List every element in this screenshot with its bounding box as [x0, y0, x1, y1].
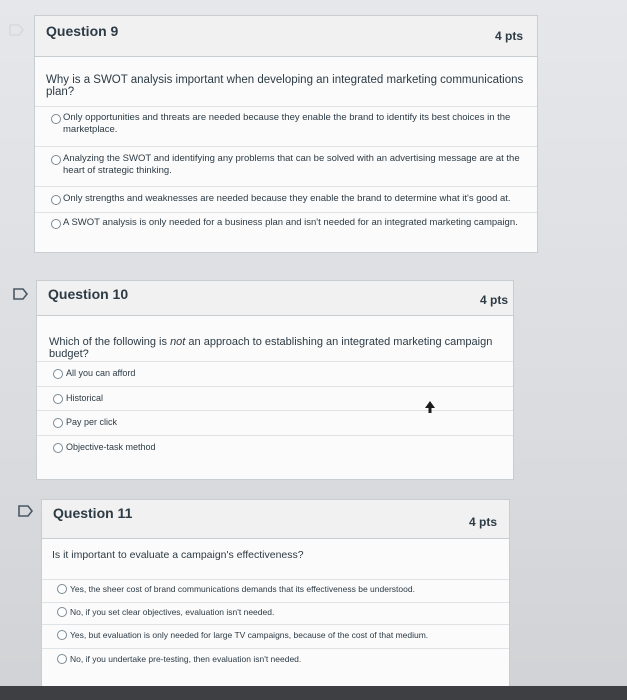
- answer-option[interactable]: [35, 146, 537, 187]
- flag-question-icon[interactable]: [12, 287, 30, 301]
- mouse-pointer-icon: [424, 400, 436, 419]
- radio-button[interactable]: [57, 654, 67, 664]
- question-title: Question 9: [46, 23, 119, 39]
- prompt-emphasis: not: [170, 336, 186, 348]
- radio-button[interactable]: [51, 155, 61, 165]
- answer-text-line2: marketplace.: [63, 124, 118, 135]
- question-title: Question 10: [48, 286, 129, 302]
- question-10-header: [37, 281, 513, 316]
- answer-option[interactable]: [42, 648, 509, 679]
- question-9-header: [35, 16, 537, 57]
- question-11-header: [42, 500, 509, 539]
- question-prompt: Why is a SWOT analysis important when developing an integrated marketing communications plan?: [46, 74, 524, 98]
- answer-option[interactable]: [37, 410, 513, 436]
- answer-text-line2: heart of strategic thinking.: [63, 165, 172, 176]
- radio-button[interactable]: [53, 443, 63, 453]
- radio-button[interactable]: [53, 369, 63, 379]
- radio-button[interactable]: [53, 418, 63, 428]
- answer-text: No, if you undertake pre-testing, then evaluation isn't needed.: [70, 654, 302, 664]
- answer-text: Yes, but evaluation is only needed for large TV campaigns, because of the cost of that medium.: [70, 630, 429, 640]
- answer-option[interactable]: [35, 186, 537, 213]
- answer-text: Only strengths and weaknesses are needed because they enable the brand to determine what it's good at.: [63, 193, 511, 204]
- answer-text-line1: Only opportunities and threats are needed because they enable the brand to identify its best choices in the: [63, 112, 511, 123]
- answer-option[interactable]: [42, 624, 509, 649]
- screen-bezel: [0, 686, 627, 700]
- answer-option[interactable]: [35, 106, 537, 147]
- answer-option[interactable]: [42, 579, 509, 603]
- radio-button[interactable]: [53, 394, 63, 404]
- radio-button[interactable]: [57, 584, 67, 594]
- answer-option[interactable]: [42, 602, 509, 625]
- radio-button[interactable]: [51, 195, 61, 205]
- question-9-card: [34, 15, 538, 253]
- question-title: Question 11: [53, 505, 133, 521]
- answer-text: All you can afford: [66, 368, 136, 378]
- radio-button[interactable]: [57, 630, 67, 640]
- answer-text: Yes, the sheer cost of brand communications demands that its effectiveness be understood.: [70, 584, 415, 594]
- question-10-card: [36, 280, 514, 480]
- prompt-text: an approach to establishing an integrated marketing campaign budget?: [49, 336, 493, 360]
- question-points: 4 pts: [494, 29, 523, 43]
- answer-text: No, if you set clear objectives, evaluation isn't needed.: [70, 607, 275, 617]
- flag-question-icon[interactable]: [8, 23, 26, 37]
- question-points: 4 pts: [468, 515, 497, 529]
- answer-option[interactable]: [37, 435, 513, 462]
- radio-button[interactable]: [57, 607, 67, 617]
- answer-text: Historical: [66, 393, 104, 403]
- question-points: 4 pts: [479, 293, 508, 307]
- radio-button[interactable]: [51, 219, 61, 229]
- answer-text: Pay per click: [66, 417, 118, 427]
- answer-text: Objective-task method: [66, 442, 156, 452]
- question-prompt: [49, 336, 513, 360]
- prompt-text: Which of the following is: [49, 336, 171, 348]
- radio-button[interactable]: [51, 114, 61, 124]
- answer-text-line1: Analyzing the SWOT and identifying any problems that can be solved with an advertising message are at the: [63, 153, 520, 164]
- answer-option[interactable]: [35, 212, 537, 239]
- question-prompt: Is it important to evaluate a campaign's effectiveness?: [52, 549, 304, 561]
- question-11-card: [41, 499, 510, 694]
- answer-text: A SWOT analysis is only needed for a business plan and isn't needed for an integrated marketing campaign.: [63, 217, 518, 228]
- answer-option[interactable]: [37, 361, 513, 387]
- answer-option[interactable]: [37, 386, 513, 411]
- flag-question-icon[interactable]: [17, 504, 35, 518]
